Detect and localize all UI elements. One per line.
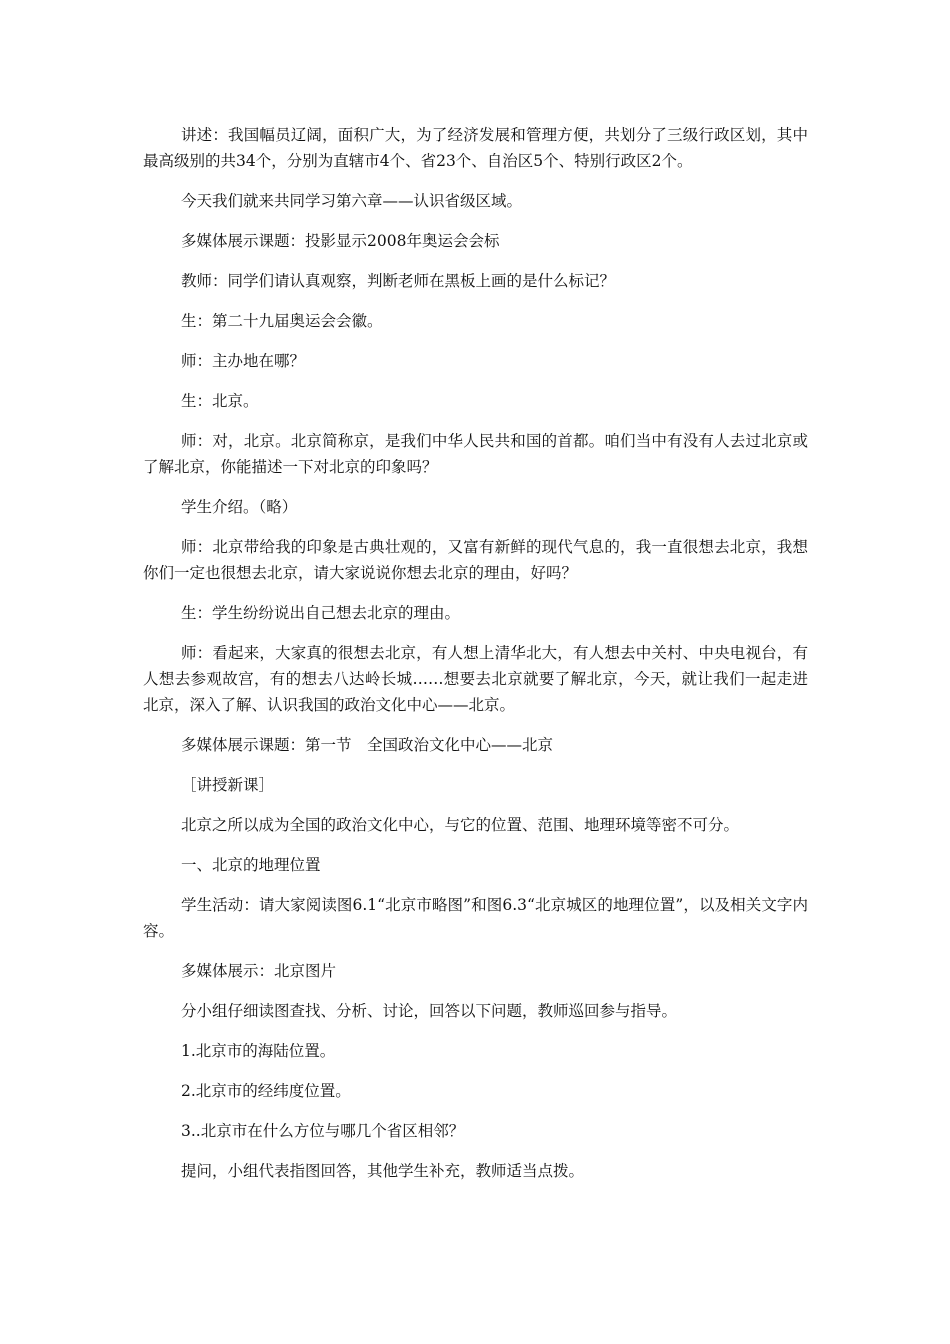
paragraph-media-topic: 多媒体展示课题：投影显示2008年奥运会会标 xyxy=(181,232,500,250)
question-item-2: 2.北京市的经纬度位置。 xyxy=(181,1082,351,1100)
paragraph-narration: 讲述：我国幅员辽阔，面积广大，为了经济发展和管理方便，共划分了三级行政区划，其中最高级别的共34个，分别为直辖市4个、省23个、自治区5个、特别行政区2个。 xyxy=(143,126,808,170)
paragraph-teacher-impression: 师：北京带给我的印象是古典壮观的，又富有新鲜的现代气息的，我一直很想去北京，我想你们一定也很想去北京，请大家说说你想去北京的理由，好吗？ xyxy=(143,538,808,582)
paragraph-teacher-question: 教师：同学们请认真观察，判断老师在黑板上画的是什么标记？ xyxy=(181,272,616,290)
paragraph-new-lesson: ［讲授新课］ xyxy=(181,776,275,794)
paragraph-student-reasons: 生：学生纷纷说出自己想去北京的理由。 xyxy=(181,604,461,622)
paragraph-student-beijing: 生：北京。 xyxy=(181,392,259,410)
paragraph-answer-instructions: 提问，小组代表指图回答，其他学生补充，教师适当点拨。 xyxy=(181,1162,585,1180)
paragraph-teacher-capital: 师：对，北京。北京简称京，是我们中华人民共和国的首都。咱们当中有没有人去过北京或了解北京，你能描述一下对北京的印象吗？ xyxy=(143,432,808,476)
paragraph-teacher-host: 师：主办地在哪？ xyxy=(181,352,306,370)
paragraph-student-intro: 学生介绍。（略） xyxy=(181,498,298,516)
paragraph-group-work: 分小组仔细读图查找、分析、讨论，回答以下问题，教师巡回参与指导。 xyxy=(181,1002,678,1020)
paragraph-chapter-intro: 今天我们就来共同学习第六章——认识省级区域。 xyxy=(181,192,523,210)
paragraph-section-title: 多媒体展示课题：第一节 全国政治文化中心——北京 xyxy=(181,736,554,754)
paragraph-student-answer-emblem: 生：第二十九届奥运会会徽。 xyxy=(181,312,383,330)
paragraph-media-pictures: 多媒体展示：北京图片 xyxy=(181,962,337,980)
document-body xyxy=(143,122,808,1184)
heading-geographic-location: 一、北京的地理位置 xyxy=(181,856,321,874)
paragraph-student-activity: 学生活动：请大家阅读图6.1“北京市略图”和图6.3“北京城区的地理位置”，以及相关文字内容。 xyxy=(143,896,808,940)
question-item-3: 3..北京市在什么方位与哪几个省区相邻？ xyxy=(181,1122,465,1140)
paragraph-teacher-summary: 师：看起来，大家真的很想去北京，有人想上清华北大，有人想去中关村、中央电视台，有人想去参观故宫，有的想去八达岭长城……想要去北京就要了解北京，今天，就让我们一起走进北京，深入了解、认识我国的政治文化中心——北京。 xyxy=(143,644,808,714)
question-item-1: 1.北京市的海陆位置。 xyxy=(181,1042,336,1060)
paragraph-reason: 北京之所以成为全国的政治文化中心，与它的位置、范围、地理环境等密不可分。 xyxy=(181,816,740,834)
